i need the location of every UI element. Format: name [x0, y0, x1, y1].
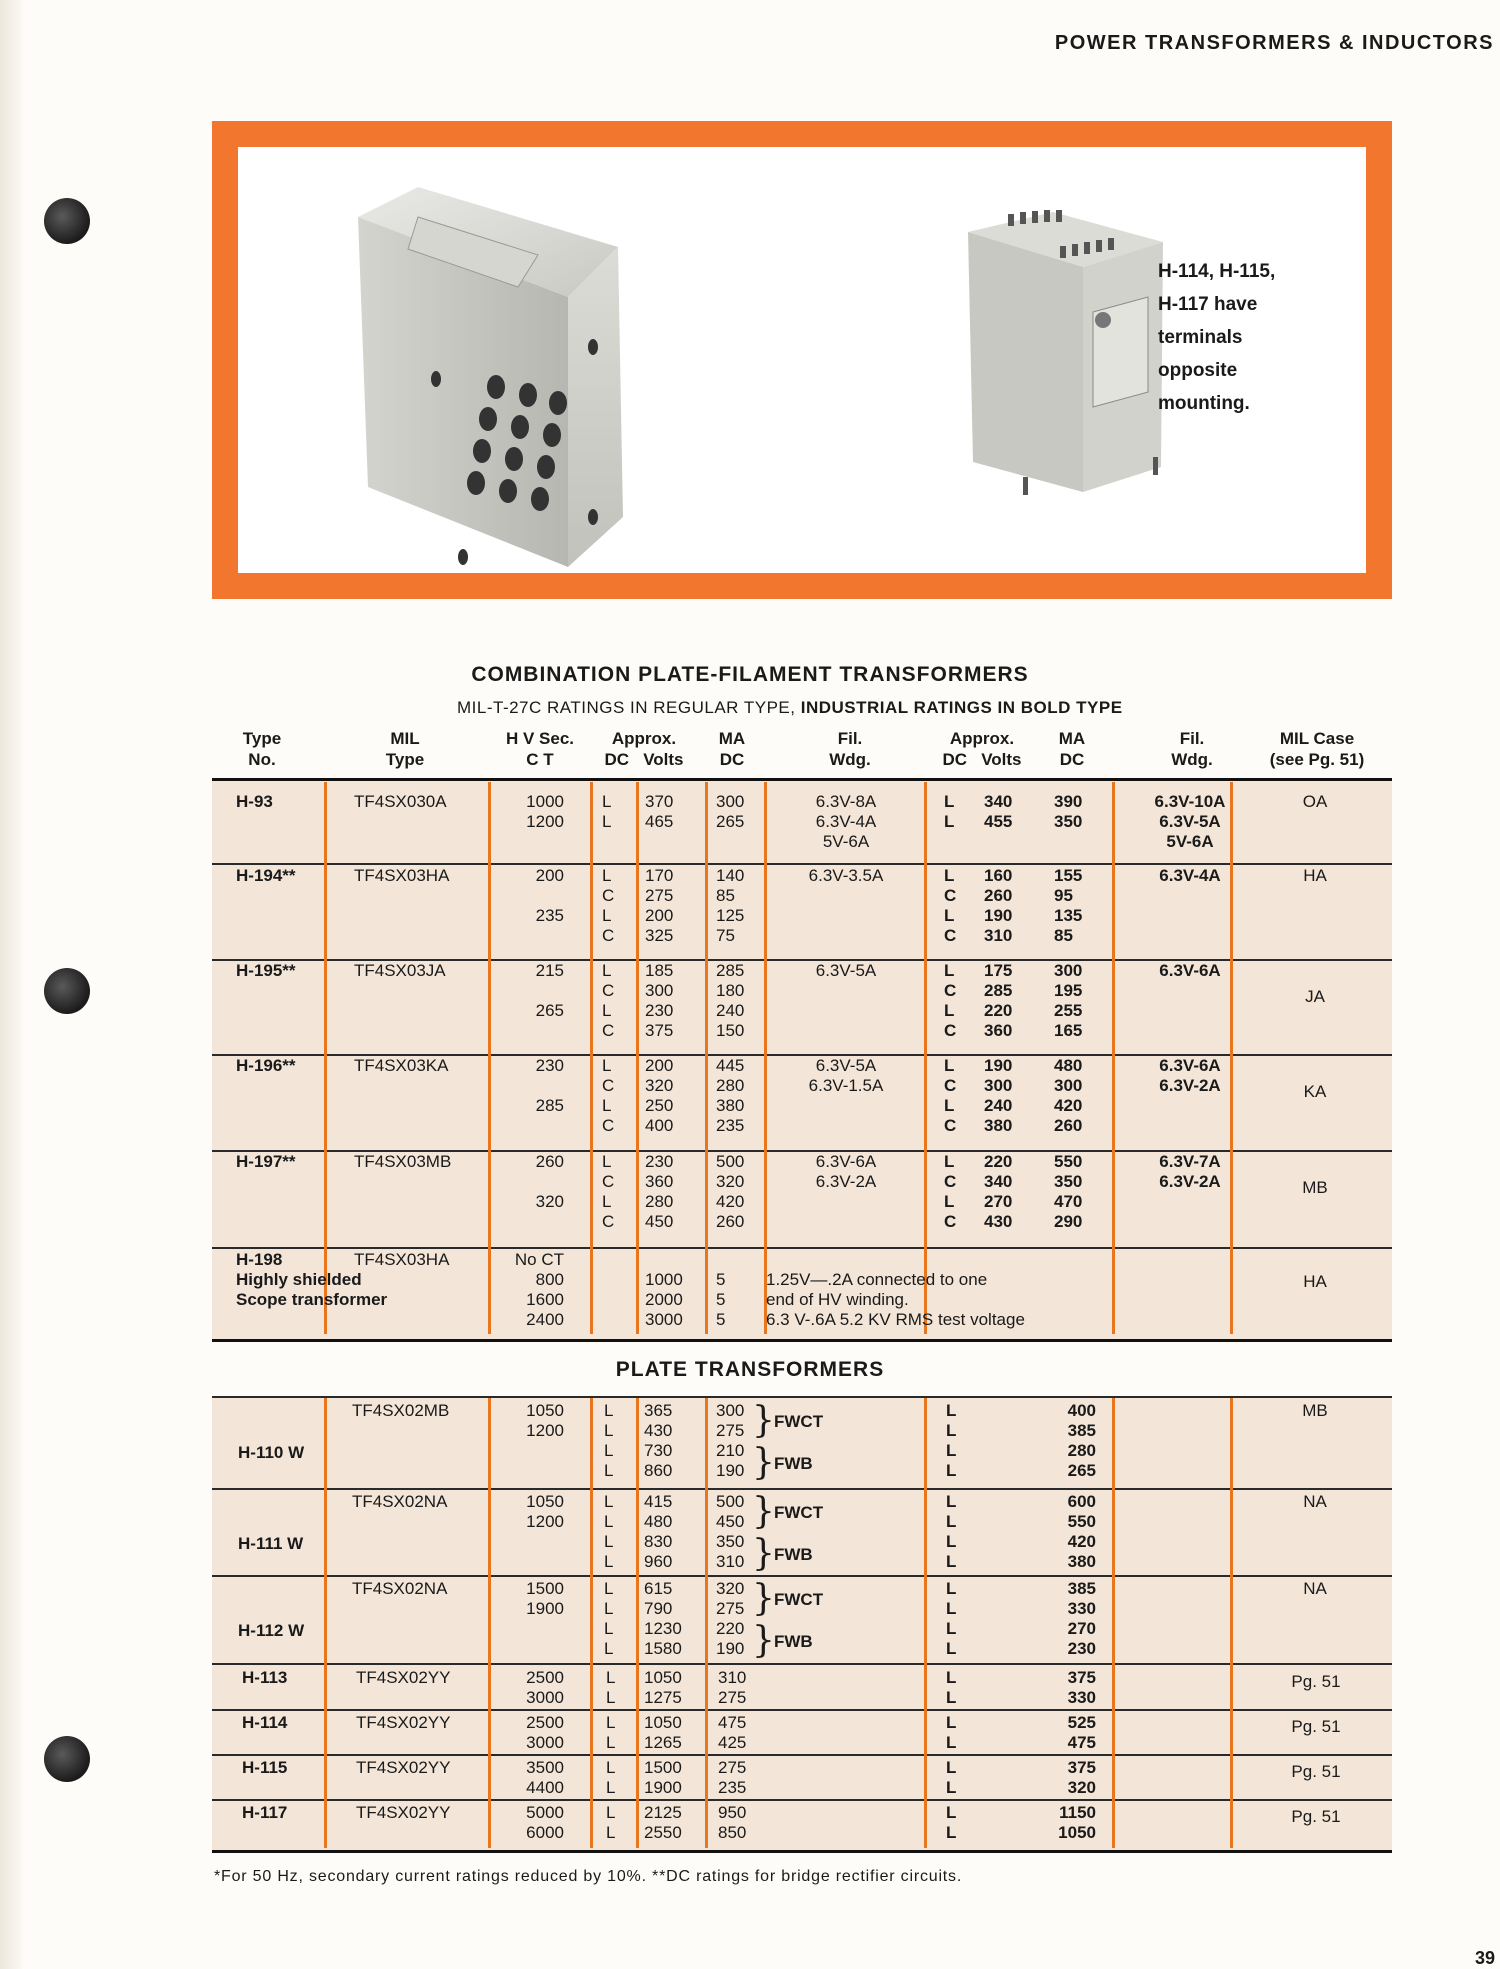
mil-case: MB: [1302, 1401, 1328, 1420]
connection-fwb: FWB: [774, 1632, 813, 1651]
approx-volts-industrial: 175 285 220 360: [984, 961, 1013, 1040]
dc-rect-industrial: L L: [946, 1803, 957, 1842]
approx-volts-industrial: 190 300 240 380: [984, 1056, 1013, 1135]
filament-winding: 1.25V—.2A connected to one end of HV winding. 6.3 V-.6A 5.2 KV RMS test voltage: [766, 1270, 1025, 1329]
ma-dc-industrial: 1150 1050: [1058, 1803, 1096, 1842]
row-divider: [212, 1663, 1392, 1665]
mil-type: TF4SX03JA: [354, 961, 446, 980]
type-no: H-93: [236, 792, 273, 811]
approx-volts: 1000 2000 3000: [645, 1270, 683, 1329]
subtitle-regular: MIL-T-27C RATINGS IN REGULAR TYPE,: [457, 698, 796, 717]
binder-hole: [44, 198, 90, 244]
hv-secondary: 260 320: [535, 1152, 564, 1211]
hv-secondary: 200 235: [535, 866, 564, 925]
hv-secondary: 215 265: [535, 961, 564, 1020]
section-title-plate: PLATE TRANSFORMERS: [615, 1358, 885, 1381]
hv-secondary: 1500 1900: [526, 1579, 564, 1618]
column-divider: [1230, 1398, 1233, 1848]
transformer-photo-right: [963, 202, 1173, 502]
column-divider: [324, 1398, 327, 1848]
table-top-rule: [212, 1396, 1392, 1398]
binder-hole: [44, 968, 90, 1014]
ma-dc-industrial: 375 330: [1067, 1668, 1096, 1707]
type-no: H-110 W: [238, 1443, 305, 1462]
hv-secondary: 5000 6000: [526, 1803, 564, 1842]
ma-dc-industrial: 385 330 270 230: [1067, 1579, 1096, 1658]
col-mil-type: MIL Type: [385, 729, 425, 769]
row-divider: [212, 1850, 1392, 1853]
mil-case: Pg. 51: [1291, 1672, 1341, 1691]
ma-dc: 300 275 210 190: [716, 1401, 745, 1480]
mil-case: KA: [1303, 1082, 1327, 1101]
page-header: POWER TRANSFORMERS & INDUCTORS: [1054, 32, 1494, 54]
ma-dc: 445 280 380 235: [716, 1056, 745, 1135]
hv-secondary: 1050 1200: [526, 1492, 564, 1531]
mil-type: TF4SX02NA: [352, 1579, 448, 1598]
product-photo-frame: [212, 121, 1392, 599]
mil-type: TF4SX03HA: [354, 866, 450, 885]
mil-type: TF4SX03HA: [354, 1250, 450, 1269]
dc-rect-industrial: L L: [946, 1668, 957, 1707]
type-no: H-115: [242, 1758, 288, 1777]
hv-secondary: No CT 800 1600 2400: [514, 1250, 564, 1329]
column-divider: [1112, 1398, 1115, 1848]
footnote: *For 50 Hz, secondary current ratings reduced by 10%. **DC ratings for bridge rectifier circuits.: [214, 1868, 963, 1885]
dc-rect-industrial: L L: [946, 1713, 957, 1752]
column-divider: [590, 782, 593, 1334]
approx-volts-industrial: 340 455: [984, 792, 1013, 831]
ma-dc-industrial: 375 320: [1067, 1758, 1096, 1797]
dc-rect: L L: [606, 1758, 616, 1797]
dc-rect: L L L L: [604, 1401, 614, 1480]
column-divider: [636, 782, 639, 1334]
dc-rect: L L: [606, 1803, 616, 1842]
photo-caption: H-114, H-115, H-117 have terminals opposite mounting.: [1158, 261, 1276, 414]
row-divider: [212, 1575, 1392, 1577]
filament-winding-industrial: 6.3V-7A 6.3V-2A: [1159, 1152, 1221, 1191]
filament-winding: 6.3V-5A 6.3V-1.5A: [808, 1056, 884, 1095]
approx-volts: 365 430 730 860: [644, 1401, 673, 1480]
dc-rect-industrial: L L L L: [946, 1579, 957, 1658]
subtitle-bold: INDUSTRIAL RATINGS IN BOLD TYPE: [800, 698, 1123, 717]
dc-rect-industrial: L L: [946, 1758, 957, 1797]
binder-hole: [44, 1736, 90, 1782]
mil-type: TF4SX02YY: [356, 1758, 451, 1777]
dc-rect-industrial: L C L C: [944, 961, 957, 1040]
column-divider: [636, 1398, 639, 1848]
col-hv: H V Sec. C T: [505, 729, 575, 769]
column-divider: [1112, 782, 1115, 1334]
mil-type: TF4SX02YY: [356, 1803, 451, 1822]
mil-type: TF4SX02YY: [356, 1668, 451, 1687]
col-ma: MA DC: [718, 729, 746, 769]
dc-rect: L C L C: [602, 866, 615, 945]
dc-rect: L C L C: [602, 1056, 615, 1135]
mil-type: TF4SX03MB: [354, 1152, 452, 1171]
ma-dc: 950 850: [718, 1803, 747, 1842]
mil-case: HA: [1303, 866, 1327, 885]
col-approx-industrial: Approx. DC Volts: [942, 729, 1022, 769]
approx-volts-industrial: 160 260 190 310: [984, 866, 1013, 945]
connection-fwb: FWB: [774, 1545, 813, 1564]
type-no: H-117: [242, 1803, 288, 1822]
mil-case: NA: [1303, 1492, 1327, 1511]
ma-dc: 300 265: [716, 792, 745, 831]
approx-volts: 415 480 830 960: [644, 1492, 673, 1571]
dc-rect-industrial: L C L C: [944, 1152, 957, 1231]
dc-rect: L L: [602, 792, 612, 831]
mil-case: Pg. 51: [1291, 1762, 1341, 1781]
mil-case: MB: [1302, 1178, 1328, 1197]
brace-icon: }: [752, 1442, 775, 1483]
mil-case: NA: [1303, 1579, 1327, 1598]
mil-type: TF4SX02NA: [352, 1492, 448, 1511]
mil-type: TF4SX030A: [354, 792, 447, 811]
connection-fwct: FWCT: [774, 1503, 824, 1522]
dc-rect: L C L C: [602, 1152, 615, 1231]
approx-volts: 1050 1265: [644, 1713, 682, 1752]
type-no: H-198 Highly shielded Scope transformer: [236, 1250, 388, 1309]
approx-volts: 370 465: [645, 792, 674, 831]
mil-case: Pg. 51: [1291, 1807, 1341, 1826]
row-divider: [212, 1799, 1392, 1801]
approx-volts: 2125 2550: [644, 1803, 682, 1842]
dc-rect-industrial: L L: [944, 792, 955, 831]
transformer-photo-left: [348, 187, 678, 567]
ma-dc-industrial: 300 195 255 165: [1054, 961, 1083, 1040]
ma-dc: 140 85 125 75: [716, 866, 745, 945]
mil-case: Pg. 51: [1291, 1717, 1341, 1736]
ma-dc: 475 425: [718, 1713, 747, 1752]
type-no: H-195**: [236, 961, 296, 980]
ma-dc: 320 275 220 190: [716, 1579, 745, 1658]
filament-winding-industrial: 6.3V-6A: [1159, 961, 1221, 980]
row-divider: [212, 1339, 1392, 1342]
col-approx: Approx. DC Volts: [604, 729, 684, 769]
approx-volts-industrial: 220 340 270 430: [984, 1152, 1013, 1231]
row-divider: [212, 1754, 1392, 1756]
approx-volts: 1500 1900: [644, 1758, 682, 1797]
column-divider: [590, 1398, 593, 1848]
filament-winding: 6.3V-6A 6.3V-2A: [815, 1152, 877, 1191]
col-fil-industrial: Fil. Wdg.: [1171, 729, 1213, 769]
filament-winding-industrial: 6.3V-4A: [1159, 866, 1221, 885]
row-divider: [212, 1247, 1392, 1249]
mil-case: HA: [1303, 1272, 1327, 1291]
ma-dc-industrial: 480 300 420 260: [1054, 1056, 1083, 1135]
brace-icon: }: [752, 1533, 775, 1574]
dc-rect: L C L C: [602, 961, 615, 1040]
type-no: H-194**: [236, 866, 296, 885]
column-divider: [924, 1398, 927, 1848]
brace-icon: }: [752, 1578, 775, 1619]
dc-rect: L L L L: [604, 1492, 614, 1571]
page-number: 39: [1475, 1948, 1496, 1968]
hv-secondary: 2500 3000: [526, 1713, 564, 1752]
type-no: H-112 W: [238, 1621, 305, 1640]
approx-volts: 200 320 250 400: [645, 1056, 674, 1135]
filament-winding: 6.3V-3.5A: [808, 866, 884, 885]
ma-dc: 275 235: [718, 1758, 747, 1797]
filament-winding: 6.3V-5A: [815, 961, 877, 980]
approx-volts: 170 275 200 325: [645, 866, 674, 945]
connection-fwct: FWCT: [774, 1590, 824, 1609]
approx-volts: 615 790 1230 1580: [644, 1579, 682, 1658]
ratings-subtitle: [457, 698, 1123, 718]
ma-dc-industrial: 155 95 135 85: [1054, 866, 1083, 945]
dc-rect: L L: [606, 1713, 616, 1752]
hv-secondary: 1050 1200: [526, 1401, 564, 1440]
dc-rect-industrial: L C L C: [944, 866, 957, 945]
hv-secondary: 230 285: [535, 1056, 564, 1115]
mil-case: OA: [1302, 792, 1328, 811]
ma-dc-industrial: 400 385 280 265: [1067, 1401, 1096, 1480]
dc-rect: L L L L: [604, 1579, 614, 1658]
column-divider: [705, 782, 708, 1334]
dc-rect-industrial: L L L L: [946, 1401, 957, 1480]
ma-dc: 5 5 5: [716, 1270, 726, 1329]
hv-secondary: 1000 1200: [526, 792, 564, 831]
type-no: H-197**: [236, 1152, 296, 1171]
ma-dc-industrial: 550 350 470 290: [1054, 1152, 1083, 1231]
ma-dc: 285 180 240 150: [716, 961, 745, 1040]
column-divider: [488, 1398, 491, 1848]
column-divider: [488, 782, 491, 1334]
col-mil-case: MIL Case (see Pg. 51): [1269, 729, 1365, 769]
brace-icon: }: [752, 1620, 775, 1661]
mil-case: JA: [1305, 987, 1325, 1006]
filament-winding: 6.3V-8A 6.3V-4A 5V-6A: [815, 792, 877, 851]
dc-rect: L L: [606, 1668, 616, 1707]
ma-dc: 500 450 350 310: [716, 1492, 745, 1571]
type-no: H-113: [242, 1668, 288, 1687]
hv-secondary: 2500 3000: [526, 1668, 564, 1707]
ma-dc-industrial: 390 350: [1054, 792, 1083, 831]
ma-dc: 500 320 420 260: [716, 1152, 745, 1231]
mil-type: TF4SX02YY: [356, 1713, 451, 1732]
brace-icon: }: [752, 1400, 775, 1441]
row-divider: [212, 1488, 1392, 1490]
row-divider: [212, 863, 1392, 865]
approx-volts: 185 300 230 375: [645, 961, 674, 1040]
col-type: Type No.: [242, 729, 282, 769]
mil-type: TF4SX02MB: [352, 1401, 450, 1420]
ma-dc-industrial: 525 475: [1067, 1713, 1096, 1752]
connection-fwb: FWB: [774, 1454, 813, 1473]
binder-margin: [0, 0, 22, 1969]
connection-fwct: FWCT: [774, 1412, 824, 1431]
approx-volts: 1050 1275: [644, 1668, 682, 1707]
filament-winding-industrial: 6.3V-10A 6.3V-5A 5V-6A: [1154, 792, 1226, 851]
brace-icon: }: [752, 1491, 775, 1532]
dc-rect-industrial: L L L L: [946, 1492, 957, 1571]
approx-volts: 230 360 280 450: [645, 1152, 674, 1231]
column-divider: [705, 1398, 708, 1848]
col-ma-industrial: MA DC: [1058, 729, 1086, 769]
section-title-combination: COMBINATION PLATE-FILAMENT TRANSFORMERS: [471, 663, 1029, 686]
type-no: H-114: [242, 1713, 288, 1732]
row-divider: [212, 1709, 1392, 1711]
table-top-rule: [212, 778, 1392, 781]
product-photo-area: [238, 147, 1366, 573]
hv-secondary: 3500 4400: [526, 1758, 564, 1797]
col-fil: Fil. Wdg.: [829, 729, 871, 769]
ma-dc-industrial: 600 550 420 380: [1067, 1492, 1096, 1571]
ma-dc: 310 275: [718, 1668, 747, 1707]
type-no: H-111 W: [238, 1534, 304, 1553]
type-no: H-196**: [236, 1056, 296, 1075]
filament-winding-industrial: 6.3V-6A 6.3V-2A: [1159, 1056, 1221, 1095]
dc-rect-industrial: L C L C: [944, 1056, 957, 1135]
mil-type: TF4SX03KA: [354, 1056, 449, 1075]
